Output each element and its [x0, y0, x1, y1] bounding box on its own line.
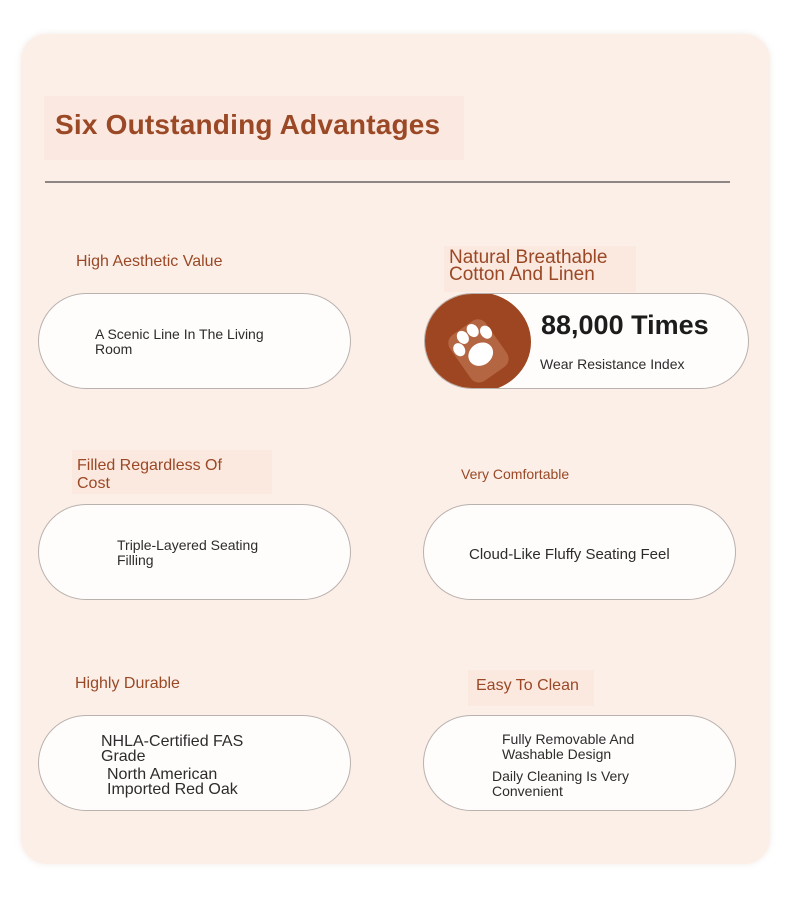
wear-resistance-value: 88,000 Times	[541, 310, 709, 340]
advantage-label-aesthetic: High Aesthetic Value	[76, 253, 223, 270]
advantage-detail-aesthetic: A Scenic Line In The Living Room	[95, 326, 264, 358]
title-divider	[45, 181, 730, 183]
advantage-detail-daily-cleaning: Daily Cleaning Is Very Convenient	[492, 768, 629, 800]
advantage-label-breathable: Natural Breathable Cotton And Linen	[449, 247, 608, 286]
advantage-detail-red-oak: North American Imported Red Oak	[107, 766, 238, 799]
advantage-label-filled: Filled Regardless Of Cost	[77, 457, 222, 492]
advantage-card-filled	[38, 504, 351, 600]
advantage-detail-comfortable: Cloud-Like Fluffy Seating Feel	[469, 546, 670, 563]
paw-icon	[424, 293, 531, 389]
page-title: Six Outstanding Advantages	[55, 109, 441, 140]
paw-icon-badge	[424, 293, 531, 389]
advantage-label-durable: Highly Durable	[75, 675, 180, 692]
advantage-card-clean	[423, 715, 736, 811]
advantage-detail-removable: Fully Removable And Washable Design	[502, 731, 635, 762]
advantage-card-breathable	[424, 293, 749, 389]
advantage-detail-fas-grade: NHLA-Certified FAS Grade	[101, 733, 244, 766]
advantage-card-aesthetic	[38, 293, 351, 389]
advantage-card-comfortable	[423, 504, 736, 600]
advantage-label-comfortable: Very Comfortable	[461, 466, 570, 482]
advantage-detail-filled: Triple-Layered Seating Filling	[117, 537, 259, 569]
advantage-label-clean: Easy To Clean	[476, 677, 579, 694]
advantage-card-durable	[38, 715, 351, 811]
wear-resistance-caption: Wear Resistance Index	[540, 356, 685, 372]
